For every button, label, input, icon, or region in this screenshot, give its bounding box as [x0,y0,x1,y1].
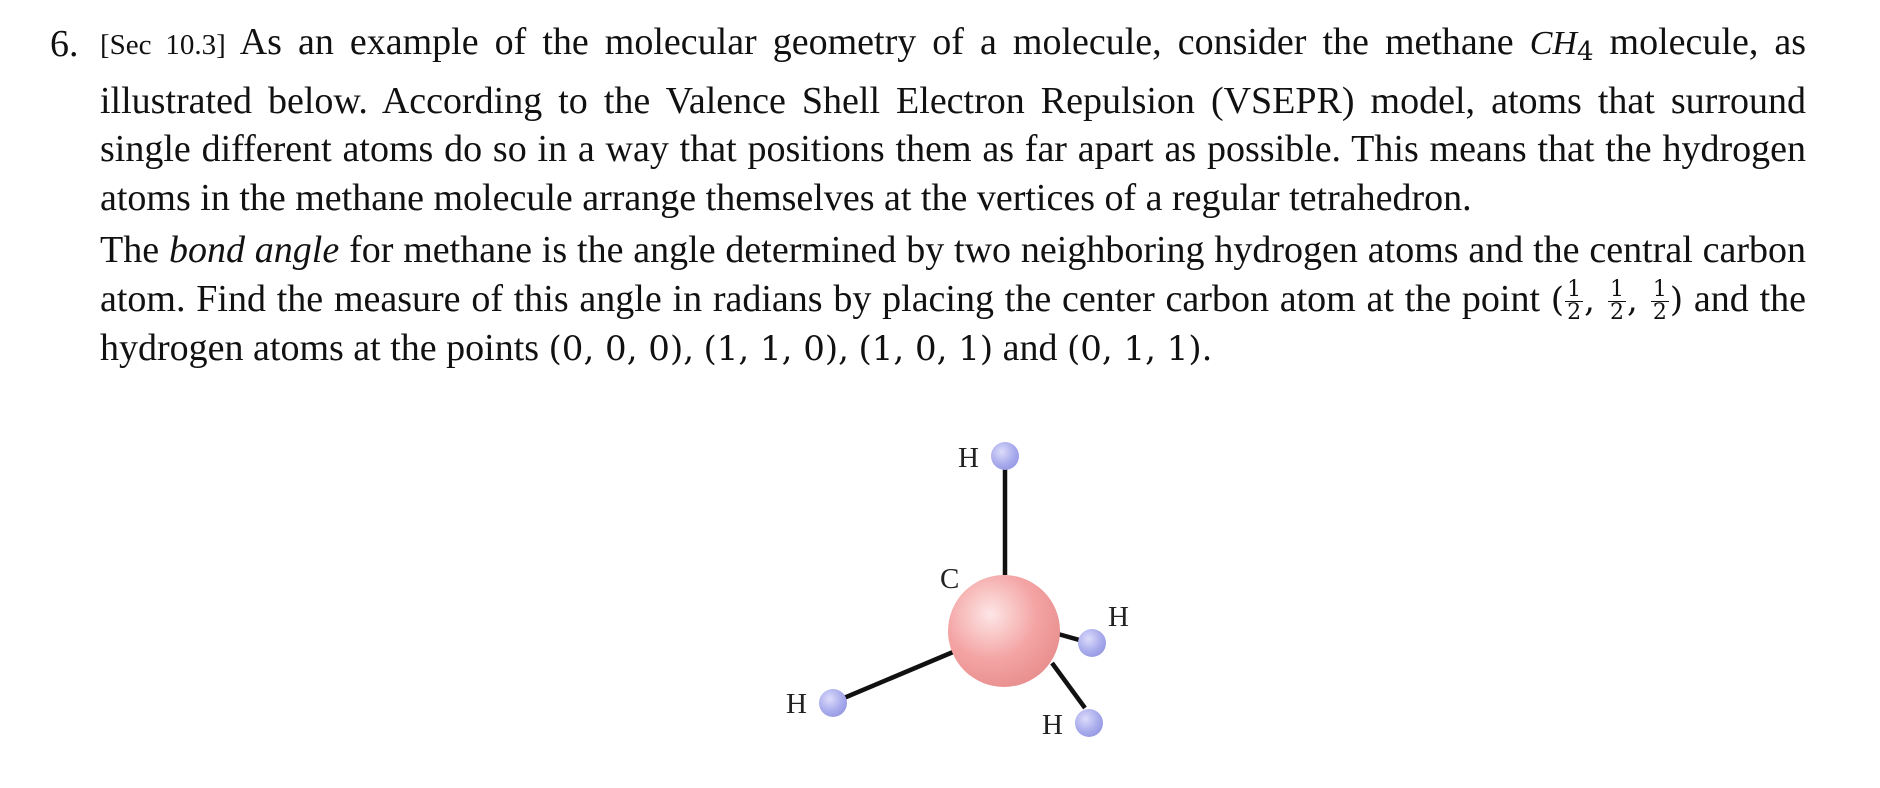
hydrogen-point-4: (0, 1, 1). [1067,329,1213,369]
hydrogen-point-1: (0, 0, 0), [548,329,695,369]
hydrogen-atom-left [819,689,847,717]
hydrogen-atom-right [1078,629,1106,657]
label-carbon: C [940,563,960,595]
hydrogen-atom-bottom [1075,709,1103,737]
hydrogen-atom-top [991,442,1019,470]
bond-left [832,647,965,703]
label-hydrogen-bottom: H [1042,709,1063,741]
problem-number: 6. [50,23,79,65]
label-hydrogen-left: H [786,688,807,720]
question-text-a: The [100,229,160,271]
intro-text-b: molecule, as illustrated below. According to the Valence Shell Electron Repulsion (VSEPR) model, atoms that surround single different atoms do so in a way that positions them as far apart as possible. This means that the hydrogen atoms in the methane molecule arrange themselves at the vertices of a regular tetrahedron. [100,21,1807,219]
question-text-c: and the hydrogen atoms at the points [100,277,1806,369]
bond-angle-term: bond angle [168,229,340,271]
label-hydrogen-top: H [958,442,979,474]
and-word: and [1002,327,1058,369]
carbon-point: ( $\frac{1}{2}$ , $\frac{1}{2}$ , $\frac{1}{2}$ ) [1550,276,1684,325]
section-reference: [Sec 10.3] [100,29,226,61]
intro-text-a: As an example of the molecular geometry of a molecule, consider the methane [239,21,1514,63]
label-hydrogen-right: H [1108,601,1129,633]
hydrogen-point-3: (1, 0, 1) [858,329,994,369]
hydrogen-point-2: (1, 1, 0), [703,329,849,369]
methane-formula: $CH_4$ [1529,25,1594,67]
question-text-b: for methane is the angle determined by two neighboring hydrogen atoms and the central carbon atom. Find the measure of this angle in radians by placing the center carbon atom at the point [100,229,1806,320]
bond-bottom [1052,663,1085,708]
carbon-atom [948,575,1060,687]
